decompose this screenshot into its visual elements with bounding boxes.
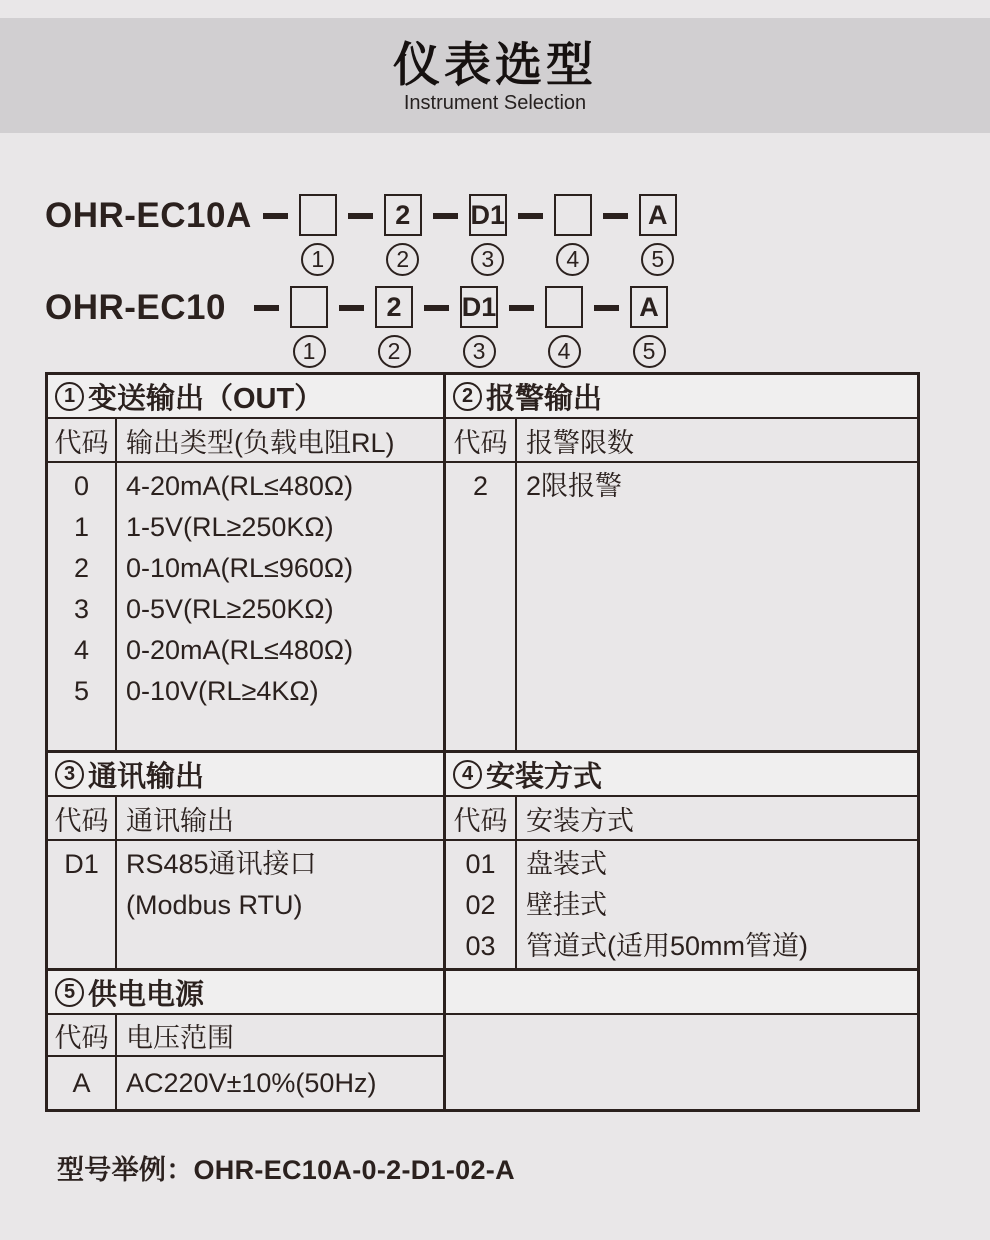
circled-number-icon: 5 — [55, 978, 84, 1007]
dash-separator — [594, 305, 619, 311]
model-example-line — [57, 1148, 515, 1187]
section-3-title-cell — [48, 753, 443, 795]
desc-header-cell: 报警限数 — [526, 427, 634, 458]
desc-header-cell: 安装方式 — [526, 805, 634, 836]
model-example-label: 型号举例： — [57, 1155, 194, 1185]
desc-value: 0-10V(RL≥4KΩ) — [126, 676, 319, 706]
code-value: 2 — [73, 553, 90, 583]
dash-separator — [433, 213, 458, 219]
code-value: 03 — [465, 931, 496, 961]
section-3-body — [48, 841, 443, 968]
page-subtitle: Instrument Selection — [403, 92, 587, 115]
code-slot-1 — [290, 286, 328, 368]
model-code-row-ec10 — [45, 286, 677, 368]
section-4-body — [443, 841, 917, 968]
section-body-row — [48, 463, 917, 753]
section-4-headers — [443, 797, 917, 839]
section-title-text: 安装方式 — [486, 760, 603, 793]
code-box — [290, 286, 328, 328]
section-5-headers — [48, 1015, 443, 1057]
section-1-headers — [48, 419, 443, 461]
section-title — [446, 375, 917, 417]
code-slot-1 — [299, 194, 337, 276]
code-slot-3 — [469, 194, 507, 276]
position-number-icon: 1 — [301, 243, 334, 276]
code-header-cell: 代码 — [48, 797, 117, 839]
section-title-text: 供电电源 — [88, 978, 205, 1011]
code-slot-3 — [460, 286, 498, 368]
code-value: A — [72, 1067, 91, 1098]
desc-column — [517, 841, 917, 968]
section-title-text: 报警输出 — [486, 382, 603, 415]
dash-separator — [263, 213, 288, 219]
code-box — [299, 194, 337, 236]
code-header-cell: 代码 — [446, 797, 517, 839]
section-body-row — [48, 841, 917, 971]
dash-separator — [518, 213, 543, 219]
code-value: 5 — [73, 676, 90, 706]
position-number-icon: 2 — [378, 335, 411, 368]
position-number-icon: 3 — [463, 335, 496, 368]
empty-cell — [446, 971, 917, 1013]
desc-column — [117, 463, 443, 750]
code-box: D1 — [460, 286, 498, 328]
dash-separator — [339, 305, 364, 311]
code-slot-5 — [639, 194, 677, 276]
code-value: 01 — [465, 849, 496, 879]
code-box: D1 — [469, 194, 507, 236]
code-slot-2 — [375, 286, 413, 368]
section-title — [48, 375, 443, 417]
position-number-icon: 4 — [548, 335, 581, 368]
section-title — [48, 971, 443, 1013]
position-number-icon: 2 — [386, 243, 419, 276]
code-value: D1 — [64, 849, 99, 879]
desc-value: 0-10mA(RL≤960Ω) — [126, 553, 354, 583]
empty-header-cell — [443, 971, 917, 1013]
desc-header-cell: 输出类型(负载电阻RL) — [126, 427, 395, 458]
desc-value: AC220V±10%(50Hz) — [126, 1067, 377, 1098]
page-title: 仪表选型 — [393, 38, 597, 91]
section-5-body — [48, 1057, 443, 1109]
section-1-title-cell — [48, 375, 443, 417]
code-value: 02 — [465, 890, 496, 920]
desc-value: 壁挂式 — [526, 890, 607, 920]
desc-value: 0-5V(RL≥250KΩ) — [126, 594, 334, 624]
desc-value: 0-20mA(RL≤480Ω) — [126, 635, 354, 665]
code-box — [545, 286, 583, 328]
desc-value: 管道式(适用50mm管道) — [526, 931, 808, 961]
position-number-icon: 1 — [293, 335, 326, 368]
code-value: 1 — [73, 512, 90, 542]
code-slot-5 — [630, 286, 668, 368]
section-2-headers — [443, 419, 917, 461]
circled-number-icon: 1 — [55, 382, 84, 411]
dash-separator — [348, 213, 373, 219]
circled-number-icon: 2 — [453, 382, 482, 411]
position-number-icon: 5 — [641, 243, 674, 276]
empty-body-cell — [443, 1015, 917, 1109]
model-name: OHR-EC10 — [45, 288, 226, 327]
desc-header-cell: 电压范围 — [126, 1022, 234, 1053]
section-2-title-cell — [443, 375, 917, 417]
code-value: 4 — [73, 635, 90, 665]
code-value: 0 — [73, 471, 90, 501]
code-slot-4 — [545, 286, 583, 368]
section-5-title-cell — [48, 971, 443, 1013]
section-title-text: 通讯输出 — [88, 760, 205, 793]
code-column — [446, 463, 517, 750]
desc-value: 1-5V(RL≥250KΩ) — [126, 512, 334, 542]
section-title — [48, 753, 443, 795]
circled-number-icon: 3 — [55, 760, 84, 789]
code-slot-4 — [554, 194, 592, 276]
position-number-icon: 4 — [556, 243, 589, 276]
code-value: 3 — [73, 594, 90, 624]
desc-header-cell: 通讯输出 — [126, 805, 234, 836]
title-banner — [0, 18, 990, 133]
section-title-row — [48, 753, 917, 797]
dash-separator — [424, 305, 449, 311]
desc-value: (Modbus RTU) — [126, 890, 303, 920]
code-column — [446, 841, 517, 968]
code-column — [48, 1057, 117, 1109]
code-header-cell: 代码 — [446, 419, 517, 461]
section-title — [446, 753, 917, 795]
desc-value: 4-20mA(RL≤480Ω) — [126, 471, 354, 501]
section-title-row — [48, 375, 917, 419]
code-column — [48, 841, 117, 968]
desc-value: 盘装式 — [526, 849, 607, 879]
desc-column — [517, 463, 917, 750]
code-slot-2 — [384, 194, 422, 276]
desc-column — [117, 1057, 443, 1109]
model-name: OHR-EC10A — [45, 196, 252, 235]
code-value: 2 — [472, 471, 489, 501]
position-number-icon: 5 — [633, 335, 666, 368]
desc-value: RS485通讯接口 — [126, 849, 317, 879]
section-2-body — [443, 463, 917, 750]
section-5-content — [48, 1015, 443, 1109]
code-box: A — [630, 286, 668, 328]
column-header-row — [48, 419, 917, 463]
code-box: 2 — [375, 286, 413, 328]
dash-separator — [254, 305, 279, 311]
code-column — [48, 463, 117, 750]
desc-column — [117, 841, 443, 968]
model-example-value: OHR-EC10A-0-2-D1-02-A — [193, 1155, 515, 1185]
code-header-cell: 代码 — [48, 419, 117, 461]
section-title-row — [48, 971, 917, 1015]
section-title-text: 变送输出（OUT） — [88, 382, 324, 415]
section-1-body — [48, 463, 443, 750]
circled-number-icon: 4 — [453, 760, 482, 789]
selection-table — [45, 372, 920, 1112]
section-3-headers — [48, 797, 443, 839]
desc-value: 2限报警 — [526, 471, 623, 501]
section-5-lower-row — [48, 1015, 917, 1109]
dash-separator — [509, 305, 534, 311]
model-code-row-ec10a — [45, 194, 677, 276]
empty-cell — [446, 1015, 917, 1109]
position-number-icon: 3 — [471, 243, 504, 276]
code-box: A — [639, 194, 677, 236]
model-code-diagram — [45, 194, 677, 378]
code-box — [554, 194, 592, 236]
dash-separator — [603, 213, 628, 219]
code-header-cell: 代码 — [48, 1015, 117, 1055]
section-4-title-cell — [443, 753, 917, 795]
code-box: 2 — [384, 194, 422, 236]
column-header-row — [48, 797, 917, 841]
